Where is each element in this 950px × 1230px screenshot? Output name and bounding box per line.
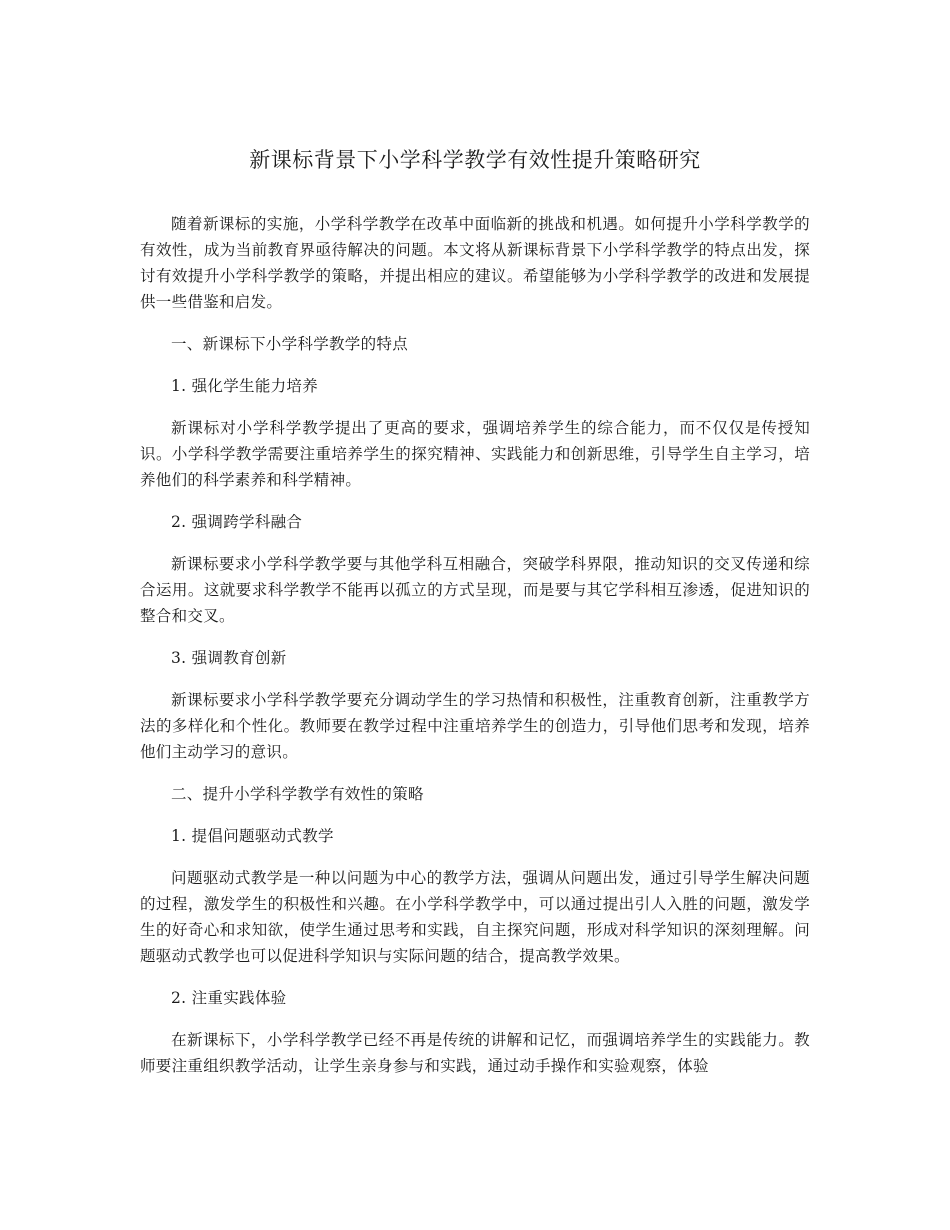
section-1-item-1-heading: 1. 强化学生能力培养 — [171, 377, 319, 395]
section-2-item-2-paragraph: 在新课标下，小学科学教学已经不再是传统的讲解和记忆，而强调培养学生的实践能力。教师要注重组织教学活动，让学生亲身参与和实践，通过动手操作和实验观察，体验 — [140, 1031, 810, 1075]
section-1-item-1-paragraph: 新课标对小学科学教学提出了更高的要求，强调培养学生的综合能力，而不仅仅是传授知识。小学科学教学需要注重培养学生的探究精神、实践能力和创新思维，引导学生自主学习，培养他们的科学素养和科学精神。 — [140, 419, 810, 489]
section-2-item-2-heading: 2. 注重实践体验 — [171, 989, 287, 1007]
section-2-item-1-paragraph: 问题驱动式教学是一种以问题为中心的教学方法，强调从问题出发，通过引导学生解决问题的过程，激发学生的积极性和兴趣。在小学科学教学中，可以通过提出引人入胜的问题，激发学生的好奇心和求知欲，使学生通过思考和实践，自主探究问题，形成对科学知识的深刻理解。问题驱动式教学也可以促进科学知识与实际问题的结合，提高教学效果。 — [140, 869, 810, 965]
section-1-item-2-paragraph: 新课标要求小学科学教学要与其他学科互相融合，突破学科界限，推动知识的交叉传递和综合运用。这就要求科学教学不能再以孤立的方式呈现，而是要与其它学科相互渗透，促进知识的整合和交叉。 — [140, 555, 810, 625]
section-1-item-3-paragraph: 新课标要求小学科学教学要充分调动学生的学习热情和积极性，注重教育创新，注重教学方法的多样化和个性化。教师要在教学过程中注重培养学生的创造力，引导他们思考和发现，培养他们主动学习的意识。 — [140, 691, 810, 761]
section-2-item-1-heading: 1. 提倡问题驱动式教学 — [171, 827, 334, 845]
document-title: 新课标背景下小学科学教学有效性提升策略研究 — [249, 148, 701, 172]
section-1-heading: 一、新课标下小学科学教学的特点 — [171, 335, 409, 353]
section-1-item-2-heading: 2. 强调跨学科融合 — [171, 513, 303, 531]
section-1-item-3-heading: 3. 强调教育创新 — [171, 649, 287, 667]
section-2-heading: 二、提升小学科学教学有效性的策略 — [171, 785, 424, 803]
intro-paragraph: 随着新课标的实施，小学科学教学在改革中面临新的挑战和机遇。如何提升小学科学教学的有效性，成为当前教育界亟待解决的问题。本文将从新课标背景下小学科学教学的特点出发，探讨有效提升小学科学教学的策略，并提出相应的建议。希望能够为小学科学教学的改进和发展提供一些借鉴和启发。 — [140, 215, 810, 311]
